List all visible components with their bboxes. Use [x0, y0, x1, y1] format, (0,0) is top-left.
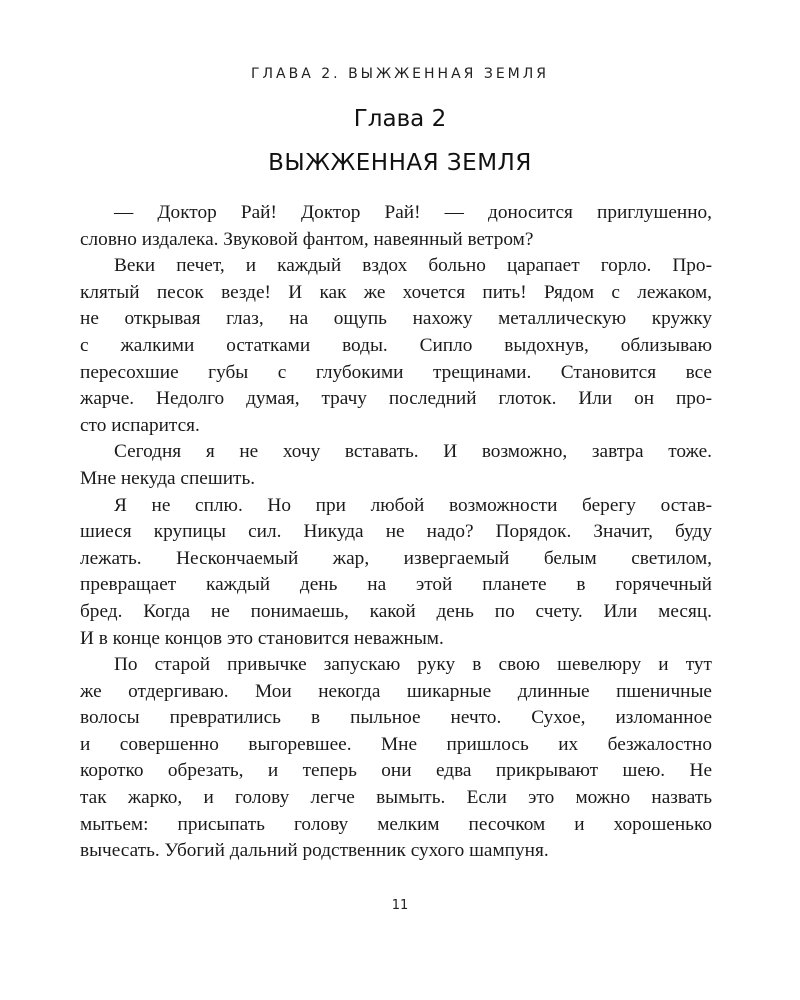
paragraph — [80, 652, 712, 865]
text-line: клятый песок везде! И как же хочется пить! Рядом с лежаком, — [80, 281, 712, 303]
text-line: Сегодня я не хочу вставать. И возможно, завтра тоже. — [114, 441, 712, 463]
text-line: не открывая глаз, на ощупь нахожу металлическую кружку — [80, 308, 712, 330]
text-line: пересохшие губы с глубокими трещинами. Становится все — [80, 361, 712, 383]
text-line: сто испарится. — [80, 414, 200, 436]
body-text — [80, 200, 712, 865]
text-line: же отдергиваю. Мои некогда шикарные длинные пшеничные — [80, 680, 712, 702]
chapter-number: Глава 2 — [353, 106, 447, 132]
text-line: с жалкими остатками воды. Сипло выдохнув, облизываю — [80, 334, 712, 356]
chapter-title: ВЫЖЖЕННАЯ ЗЕМЛЯ — [268, 150, 532, 176]
text-line: шиеся крупицы сил. Никуда не надо? Порядок. Значит, буду — [80, 521, 712, 543]
text-line: бред. Когда не понимаешь, какой день по счету. Или месяц. — [80, 600, 712, 622]
text-line: Мне некуда спешить. — [80, 467, 256, 489]
paragraph — [80, 439, 712, 492]
text-line: превращает каждый день на этой планете в горячечный — [80, 574, 712, 596]
text-line: — Доктор Рай! Доктор Рай! — доносится приглушенно, — [114, 202, 712, 223]
text-line: коротко обрезать, и теперь они едва прикрывают шею. Не — [80, 760, 712, 782]
text-line: вычесать. Убогий дальний родственник сухого шампуня. — [80, 840, 549, 862]
paragraph — [80, 253, 712, 439]
text-line: И в конце концов это становится неважным. — [80, 627, 444, 649]
text-line: волосы превратились в пыльное нечто. Сухое, изломанное — [80, 707, 712, 729]
running-header: ГЛАВА 2. ВЫЖЖЕННАЯ ЗЕМЛЯ — [250, 66, 549, 82]
text-line: Я не сплю. Но при любой возможности берегу остав- — [114, 494, 712, 516]
text-line: словно издалека. Звуковой фантом, навеянный ветром? — [80, 228, 534, 250]
paragraph — [80, 200, 712, 253]
text-line: лежать. Нескончаемый жар, извергаемый белым светилом, — [80, 547, 712, 569]
text-line: жарче. Недолго думая, трачу последний глоток. Или он про- — [80, 388, 712, 410]
text-line: По старой привычке запускаю руку в свою шевелюру и тут — [114, 654, 712, 676]
text-line: Веки печет, и каждый вздох больно царапает горло. Про- — [114, 255, 712, 277]
paragraph — [80, 493, 712, 653]
page-number: 11 — [391, 898, 409, 913]
text-line: мытьем: присыпать голову мелким песочком и хорошенько — [80, 813, 712, 835]
text-line: и совершенно выгоревшее. Мне пришлось их безжалостно — [80, 733, 712, 755]
text-line: так жарко, и голову легче вымыть. Если это можно назвать — [80, 787, 712, 809]
